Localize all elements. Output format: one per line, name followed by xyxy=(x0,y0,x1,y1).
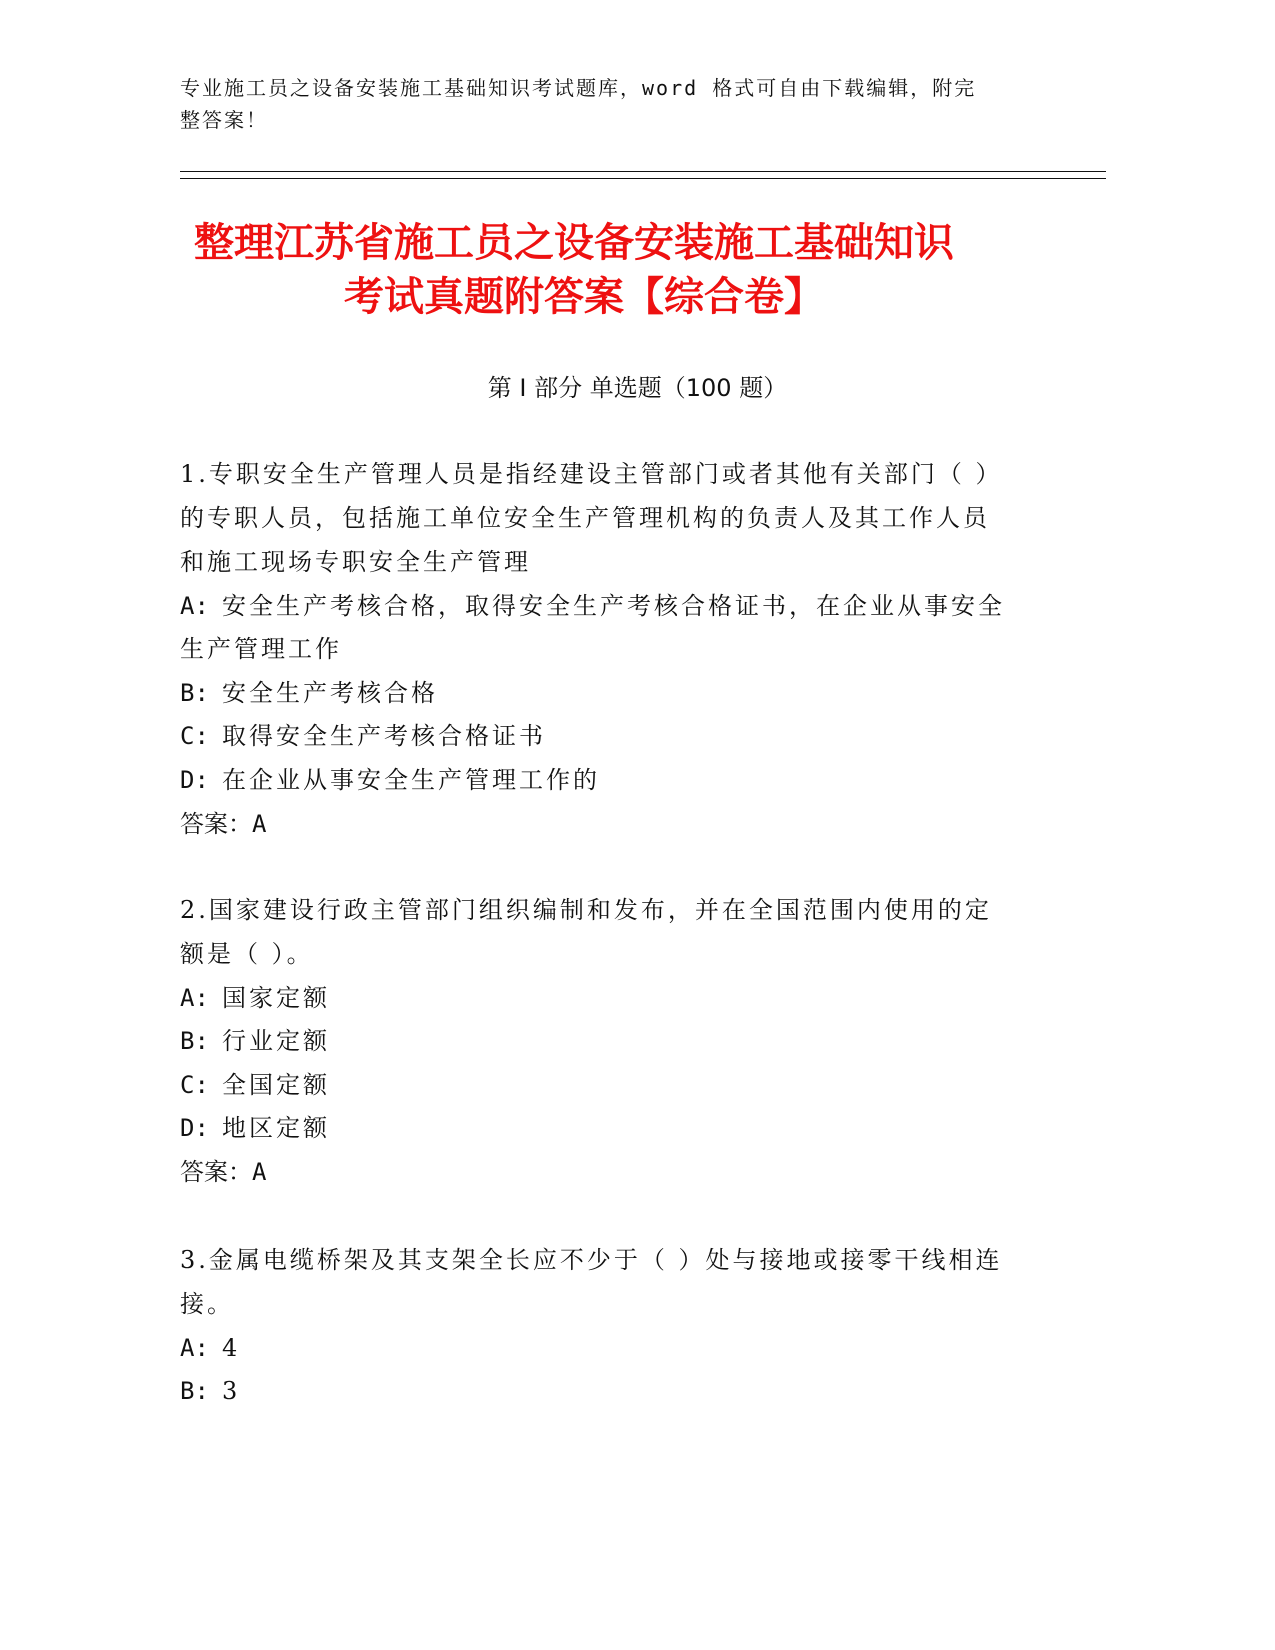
option-key: B: xyxy=(180,1027,209,1055)
option-key: A: xyxy=(180,1334,209,1362)
question-stem: 3.金属电缆桥架及其支架全长应不少于（ ）处与接地或接零干线相连 xyxy=(180,1246,1003,1274)
answer-label: 答案： xyxy=(180,810,252,838)
option-key: B: xyxy=(180,1377,209,1405)
option-b xyxy=(180,1025,1040,1057)
option-a xyxy=(180,1332,1040,1364)
answer-value: A xyxy=(252,810,267,838)
option-a xyxy=(180,590,1040,622)
header-note-line: 专业施工员之设备安装施工基础知识考试题库，word 格式可自由下载编辑，附完 xyxy=(180,76,977,100)
option-key: A: xyxy=(180,984,209,1012)
option-text: 3 xyxy=(222,1377,241,1405)
option-c xyxy=(180,720,1040,752)
option-text: 全国定额 xyxy=(222,1071,330,1099)
header-note xyxy=(180,72,1040,136)
option-text: 地区定额 xyxy=(222,1114,330,1142)
question-stem: 和施工现场专职安全生产管理 xyxy=(180,548,531,576)
question-stem: 1.专职安全生产管理人员是指经建设主管部门或者其他有关部门（ ） xyxy=(180,460,1003,488)
option-text: 安全生产考核合格，取得安全生产考核合格证书，在企业从事安全 xyxy=(222,592,1005,620)
option-key: D: xyxy=(180,766,209,794)
option-key: A: xyxy=(180,592,209,620)
option-d xyxy=(180,1112,1040,1144)
option-text: 取得安全生产考核合格证书 xyxy=(222,722,546,750)
section-heading: 第 I 部分 单选题（100 题） xyxy=(487,374,788,402)
option-text: 在企业从事安全生产管理工作的 xyxy=(222,766,600,794)
header-divider xyxy=(180,171,1106,172)
option-c xyxy=(180,1069,1040,1101)
option-key: C: xyxy=(180,722,209,750)
question-stem: 接。 xyxy=(180,1290,234,1318)
answer-line xyxy=(180,808,266,840)
option-text: 国家定额 xyxy=(222,984,330,1012)
option-b xyxy=(180,677,1040,709)
answer-line xyxy=(180,1156,266,1188)
question-stem: 2.国家建设行政主管部门组织编制和发布，并在全国范围内使用的定 xyxy=(180,896,992,924)
header-divider xyxy=(180,178,1106,179)
document-title: 考试真题附答案【综合卷】 xyxy=(344,274,824,320)
option-text-continued: 生产管理工作 xyxy=(180,635,342,663)
option-b xyxy=(180,1375,1040,1407)
header-note-line: 整答案！ xyxy=(180,108,268,132)
option-text: 行业定额 xyxy=(222,1027,330,1055)
document-title: 整理江苏省施工员之设备安装施工基础知识 xyxy=(194,220,954,266)
option-a xyxy=(180,982,1040,1014)
answer-label: 答案： xyxy=(180,1158,252,1186)
question-stem: 额是（ ）。 xyxy=(180,940,314,968)
option-text: 4 xyxy=(222,1334,241,1362)
option-key: D: xyxy=(180,1114,209,1142)
question-stem: 的专职人员，包括施工单位安全生产管理机构的负责人及其工作人员 xyxy=(180,504,990,532)
answer-value: A xyxy=(252,1158,267,1186)
option-text: 安全生产考核合格 xyxy=(222,679,438,707)
option-d xyxy=(180,764,1040,796)
option-key: B: xyxy=(180,679,209,707)
option-key: C: xyxy=(180,1071,209,1099)
